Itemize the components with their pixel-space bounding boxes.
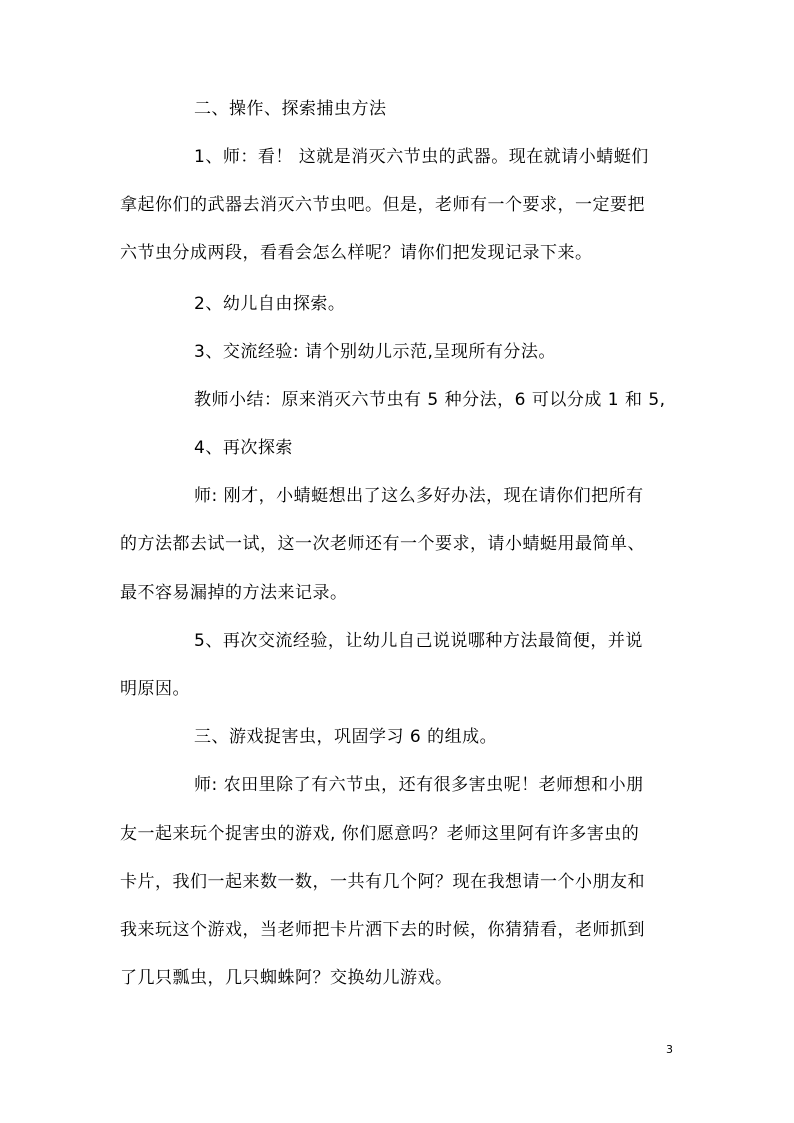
paragraph-line: 明原因。 (120, 679, 190, 699)
paragraph-line: 我来玩这个游戏，当老师把卡片洒下去的时候，你猜猜看，老师抓到 (120, 920, 645, 940)
paragraph-line: 5、再次交流经验，让幼儿自己说说哪种方法最简便，并说 (194, 631, 643, 651)
paragraph-line: 的方法都去试一试，这一次老师还有一个要求，请小蜻蜓用最简单、 (120, 534, 645, 554)
paragraph-line: 拿起你们的武器去消灭六节虫吧。但是，老师有一个要求，一定要把 (120, 195, 645, 215)
paragraph-line: 3、交流经验: 请个别幼儿示范,呈现所有分法。 (194, 342, 556, 362)
paragraph-line: 教师小结：原来消灭六节虫有 5 种分法，6 可以分成 1 和 5, (194, 390, 666, 410)
paragraph-line: 了几只瓢虫，几只蜘蛛阿？交换幼儿游戏。 (120, 968, 453, 988)
paragraph-line: 师: 农田里除了有六节虫，还有很多害虫呢！老师想和小朋 (194, 775, 644, 795)
paragraph-line: 卡片，我们一起来数一数，一共有几个阿？现在我想请一个小朋友和 (120, 872, 645, 892)
paragraph-line: 友一起来玩个捉害虫的游戏, 你们愿意吗？老师这里阿有许多害虫的 (120, 824, 640, 844)
paragraph-line: 1、师：看！ 这就是消灭六节虫的武器。现在就请小蜻蜓们 (194, 147, 649, 167)
page-number: 3 (666, 1043, 673, 1056)
paragraph-line: 2、幼儿自由探索。 (194, 294, 346, 314)
paragraph-line: 4、再次探索 (194, 438, 293, 458)
section-heading: 二、操作、探索捕虫方法 (194, 99, 387, 119)
paragraph-line: 师: 刚才，小蜻蜓想出了这么多好办法，现在请你们把所有 (194, 486, 644, 506)
section-heading: 三、游戏捉害虫，巩固学习 6 的组成。 (194, 727, 498, 747)
paragraph-line: 六节虫分成两段，看看会怎么样呢？请你们把发现记录下来。 (120, 243, 593, 263)
paragraph-line: 最不容易漏掉的方法来记录。 (120, 583, 348, 603)
